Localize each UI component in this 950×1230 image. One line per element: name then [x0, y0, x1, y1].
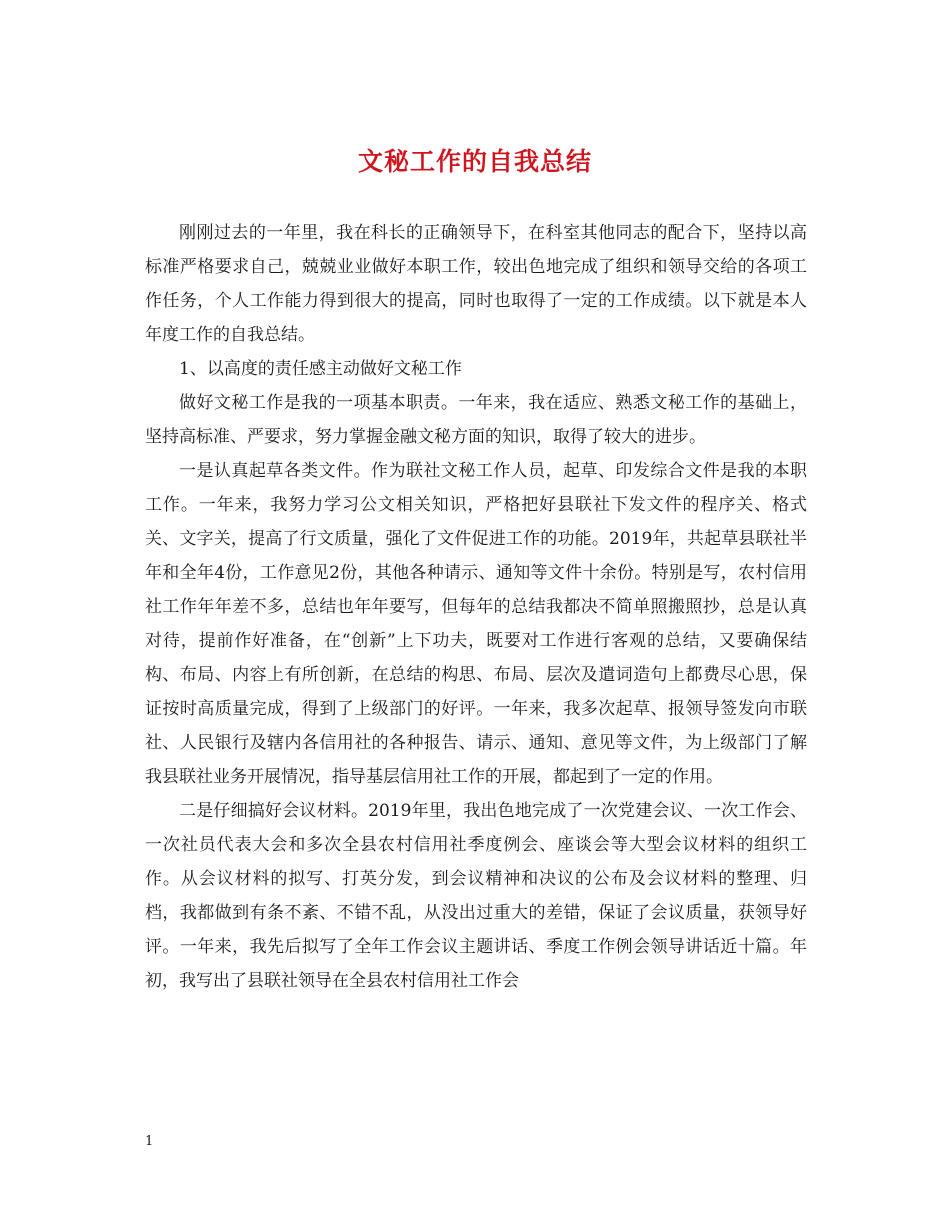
document-title: 文秘工作的自我总结: [357, 147, 592, 176]
document-body: [145, 216, 807, 998]
paragraph-meetings: 二是仔细搞好会议材料。2019年里，我出色地完成了一次党建会议、一次工作会、一次社员代表大会和多次全县农村信用社季度例会、座谈会等大型会议材料的组织工作。从会议材料的拟写、打英分发，到会议精神和决议的公布及会议材料的整理、归档，我都做到有条不紊、不错不乱，从没出过重大的差错，保证了会议质量，获领导好评。一年来，我先后拟写了全年工作会议主题讲话、季度工作例会领导讲话近十篇。年初，我写出了县联社领导在全县农村信用社工作会: [145, 801, 807, 991]
paragraph-drafting: 一是认真起草各类文件。作为联社文秘工作人员，起草、印发综合文件是我的本职工作。一年来，我努力学习公文相关知识，严格把好县联社下发文件的程序关、格式关、文字关，提高了行文质量，强化了文件促进工作的功能。2019年，共起草县联社半年和全年4份，工作意见2份，其他各种请示、通知等文件十余份。特别是写，农村信用社工作年年差不多，总结也年年要写，但每年的总结我都决不简单照搬照抄，总是认真对待，提前作好准备，在“创新”上下功夫，既要对工作进行客观的总结，又要确保结构、布局、内容上有所创新，在总结的构思、布局、层次及遣词造句上都费尽心思，保证按时高质量完成，得到了上级部门的好评。一年来，我多次起草、报领导签发向市联社、人民银行及辖内各信用社的各种报告、请示、通知、意见等文件，为上级部门了解我县联社业务开展情况，指导基层信用社工作的开展，都起到了一定的作用。: [145, 461, 807, 787]
paragraph-intro: 刚刚过去的一年里，我在科长的正确领导下，在科室其他同志的配合下，坚持以高标准严格要求自己，兢兢业业做好本职工作，较出色地完成了组织和领导交给的各项工作任务，个人工作能力得到很大的提高，同时也取得了一定的工作成绩。以下就是本人年度工作的自我总结。: [145, 223, 807, 345]
page-number: 1: [145, 1134, 154, 1149]
paragraph-duty: 做好文秘工作是我的一项基本职责。一年来，我在适应、熟悉文秘工作的基础上，坚持高标准、严要求，努力掌握金融文秘方面的知识，取得了较大的进步。: [145, 393, 807, 447]
section-heading: 1、以高度的责任感主动做好文秘工作: [179, 359, 462, 379]
